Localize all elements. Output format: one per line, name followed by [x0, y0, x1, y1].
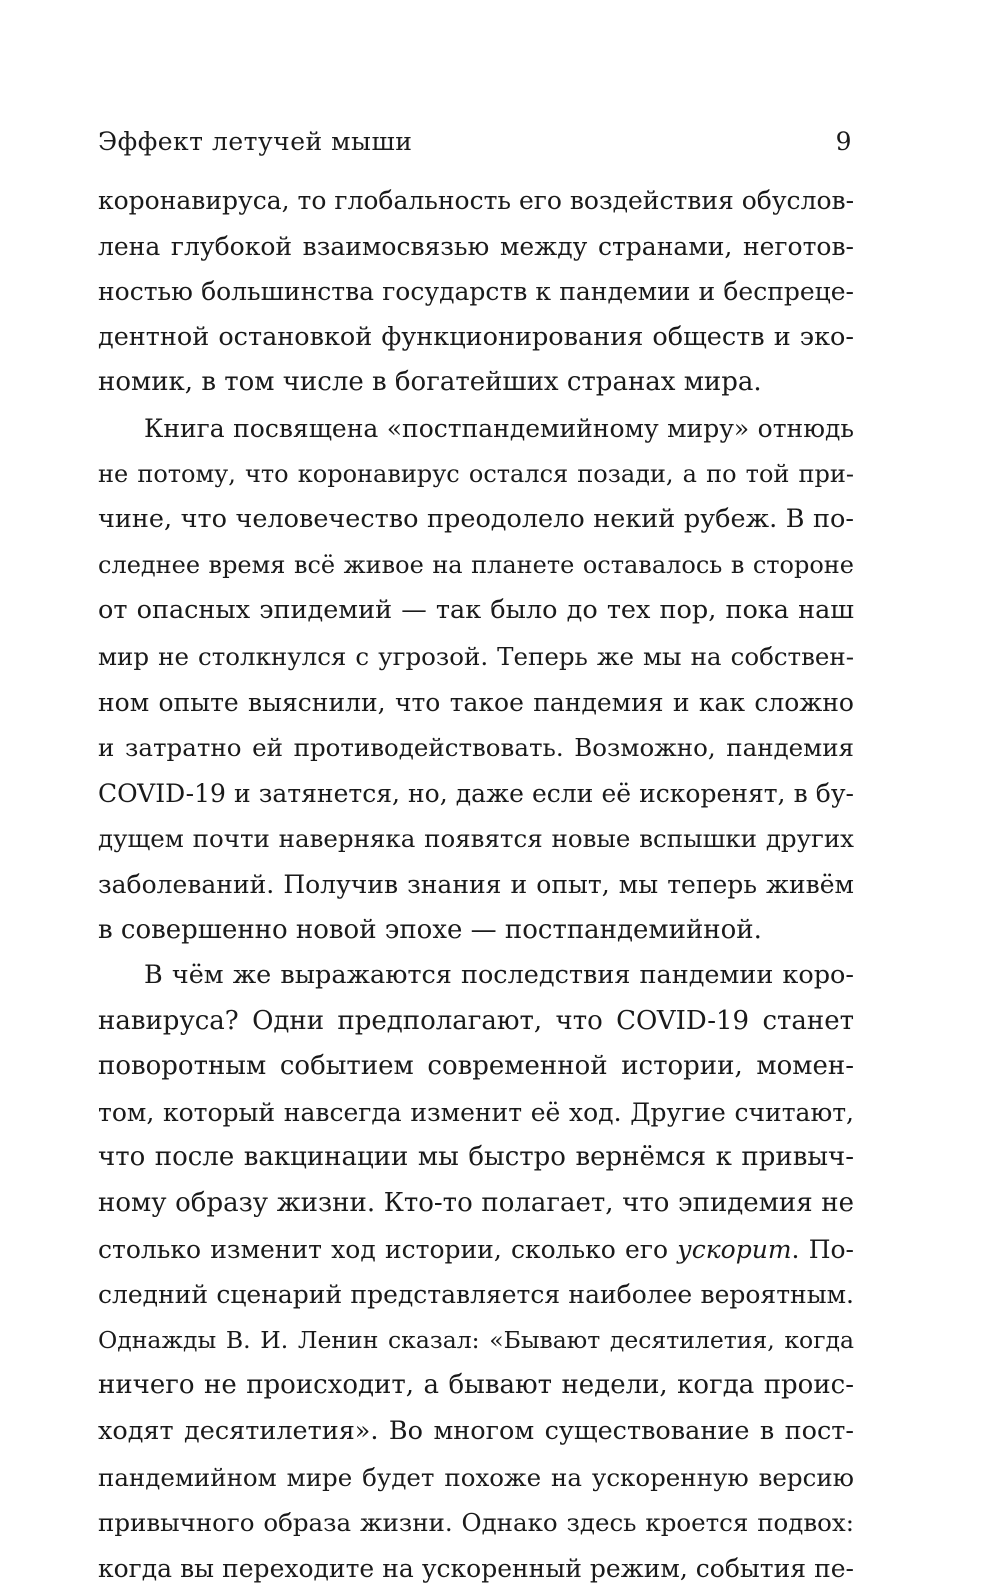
running-head [98, 122, 852, 162]
text-line: в совершенно новой эпохе — постпандемийной. [98, 914, 762, 945]
text-line: Книга посвящена «постпандемийному миру» отнюдь [144, 413, 854, 443]
text-line: том, который навсегда изменит её ход. Другие считают, [98, 1097, 854, 1127]
text-line: COVID-19 и затянется, но, даже если её искоренят, в бу- [98, 778, 854, 808]
text-line: Однажды В. И. Ленин сказал: «Бывают десятилетия, когда [98, 1325, 854, 1354]
text-line: навируса? Одни предполагают, что COVID-19 станет [98, 1005, 854, 1036]
body-text [98, 178, 854, 1591]
text-segment: . По- [791, 1234, 854, 1264]
text-line: чине, что человечество преодолело некий рубеж. В по- [98, 504, 854, 535]
text-line: заболеваний. Получив знания и опыт, мы теперь живём [98, 869, 854, 899]
text-line: ходят десятилетия». Во многом существование в пост- [98, 1416, 854, 1447]
text-line: дущем почти наверняка появятся новые вспышки других [98, 824, 854, 854]
text-line: мир не столкнулся с угрозой. Теперь же мы на собствен- [98, 641, 854, 671]
text-line: и затратно ей противодействовать. Возможно, пандемия [98, 733, 854, 763]
text-line: пандемийном мире будет похоже на ускоренную версию [98, 1462, 854, 1492]
text-line: когда вы переходите на ускоренный режим, события пе- [98, 1553, 854, 1583]
text-line: ничего не происходит, а бывают недели, когда проис- [98, 1370, 854, 1401]
text-line: следнее время всё живое на планете оставалось в стороне [98, 550, 854, 579]
text-line: привычного образа жизни. Однако здесь кроется подвох: [98, 1508, 854, 1538]
italic-emphasis: ускорит [677, 1234, 792, 1264]
running-title: Эффект летучей мыши [98, 127, 413, 156]
text-line: ном опыте выяснили, что такое пандемия и как сложно [98, 687, 854, 717]
text-line: ностью большинства государств к пандемии и беспреце- [98, 277, 854, 307]
text-line: коронавируса, то глобальность его воздействия обуслов- [98, 186, 855, 215]
text-line: дентной остановкой функционирования обществ и эко- [98, 321, 854, 352]
text-line: не потому, что коронавирус остался позади, а по той при- [98, 459, 854, 488]
text-line: поворотным событием современной истории, момен- [98, 1051, 854, 1082]
page-number: 9 [835, 127, 852, 156]
text-line: следний сценарий представляется наиболее вероятным. [98, 1280, 854, 1310]
text-line: В чём же выражаются последствия пандемии коро- [144, 960, 854, 991]
text-segment: столько изменит ход истории, сколько его [98, 1234, 668, 1264]
text-line: лена глубокой взаимосвязью между странами, неготов- [98, 231, 854, 261]
text-line: что после вакцинации мы быстро вернёмся к привыч- [98, 1142, 854, 1173]
text-line: от опасных эпидемий — так было до тех пор, пока наш [98, 595, 854, 626]
text-line-mixed [98, 1227, 854, 1273]
text-line: ному образу жизни. Кто-то полагает, что эпидемия не [98, 1188, 854, 1219]
text-line: номик, в том числе в богатейших странах мира. [98, 367, 762, 398]
